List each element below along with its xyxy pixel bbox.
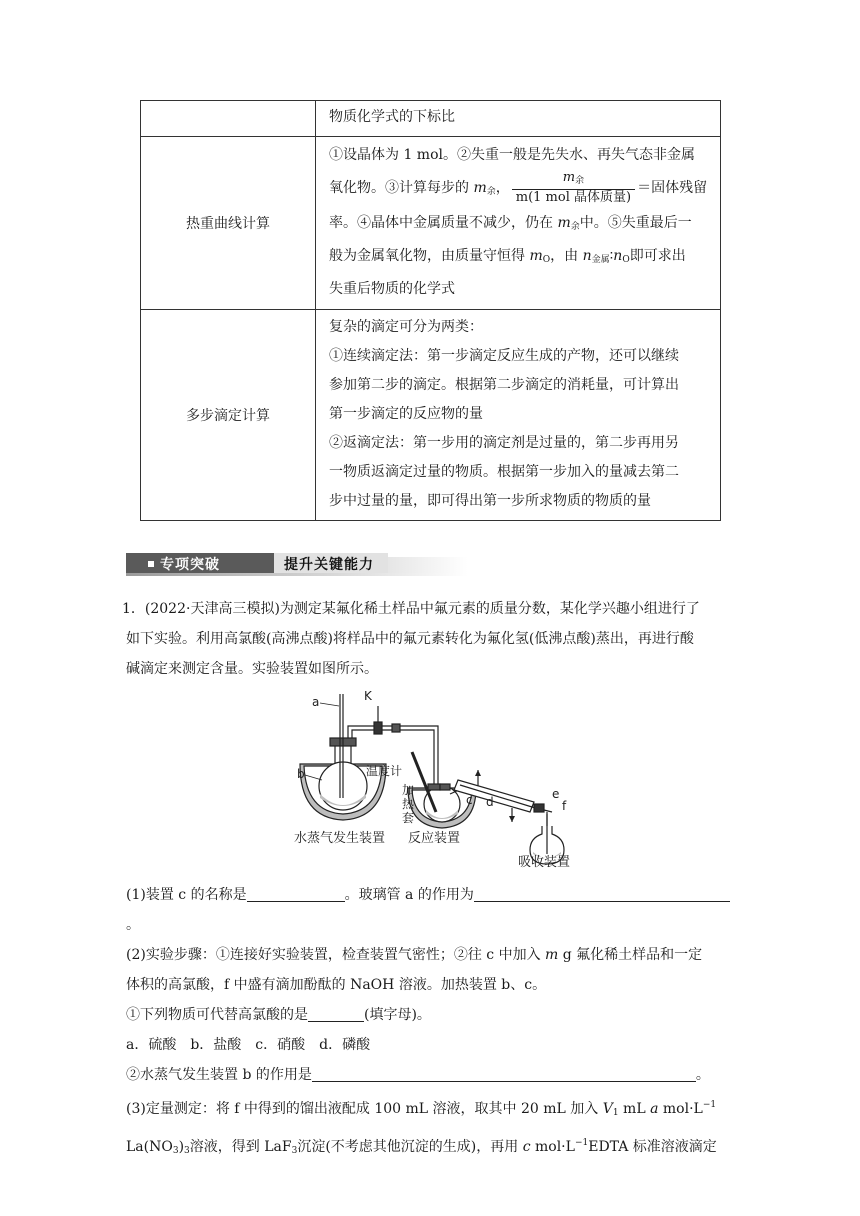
question-2-2: ②水蒸气发生装置 b 的作用是 。: [126, 1067, 710, 1083]
desc-line: 参加第二步的滴定。根据第二步滴定的消耗量，可计算出: [329, 376, 679, 393]
desc-line: 第一步滴定的反应物的量: [329, 405, 483, 422]
table-cell-name: 热重曲线计算: [141, 137, 316, 310]
label-a: a: [312, 695, 320, 709]
label-heater-1: 加: [402, 783, 415, 797]
square-bullet-icon: [148, 561, 154, 567]
answer-blank[interactable]: [312, 1067, 696, 1082]
sub-questions: (1)装置 c 的名称是 。玻璃管 a 的作用为。 (2)实验步骤：①连接好实验装置，检查装置气密性；②往 c 中加入 m g 氟化稀土样品和一定 体积的高氯酸，f 中盛有滴加酚酞的 NaOH 溶液。加热装置 b、c。 ①下列物质可代替高氯酸的是 (填字母)。 a．硫酸 b．盐酸 c．硝酸 d．磷酸 ②水蒸气发生装置 b 的作用是 。 (3)定量测定：将 f 中得到的馏出液配成 100 mL 溶液，取其中 20 mL 加入 $V_1$ mL a $mol\cdot L^{-1}$ $La(NO_3)_3$溶液，得到 LaF$_3$沉淀(不考虑其他沉淀的生成)，再用 c $mol\cdot L^{-1}EDTA$ 标准溶液滴定: [126, 880, 738, 1166]
apparatus-diagram: [290, 686, 580, 870]
label-b: b: [297, 767, 305, 781]
banner-title-right: 提升关键能力: [284, 557, 374, 573]
table-cell-name: 多步滴定计算: [141, 310, 316, 521]
desc-line: 复杂的滴定可分为两类：: [329, 318, 483, 335]
fraction: $\frac{m_余}{\text{m(1 mol 晶体质量)}}$: [512, 170, 635, 206]
label-absorption-unit: 吸收装置: [518, 855, 571, 870]
table-cell-desc: 物质化学式的下标比: [316, 101, 721, 137]
desc-line: 率。④晶体中金属质量不减少，仍在 $m_余$中。⑤失重最后一: [329, 214, 692, 232]
desc-line: 般为金属氧化物，由质量守恒得 $m_O$，由 $n_{金属}∶n_O$即可求出: [329, 247, 686, 265]
label-thermometer: 温度计: [366, 764, 403, 778]
desc-line: ①设晶体为 1 mol。②失重一般是先失水、再失气态非金属: [329, 146, 695, 163]
label-reaction-unit: 反应装置: [408, 831, 461, 846]
table-row: [141, 310, 721, 521]
label-d: d: [486, 795, 494, 809]
calculation-methods-table: [140, 100, 721, 521]
table-row: [141, 101, 721, 137]
label-heater-2: 热: [402, 797, 415, 811]
question-3-cont: $La(NO_3)_3$溶液，得到 LaF$_3$沉淀(不考虑其他沉淀的生成)，再用 c $mol\cdot L^{-1}EDTA$ 标准溶液滴定: [126, 1138, 717, 1156]
desc-line: 氧化物。③计算每步的 $m_余$， $\frac{m_余}{\text{m(1 mol 晶体质量)}}$ ＝固体残留: [329, 169, 708, 205]
table-row: [141, 137, 721, 310]
answer-blank[interactable]: [308, 1007, 364, 1022]
desc-line: ②返滴定法：第一步用的滴定剂是过量的，第二步再用另: [329, 434, 679, 451]
question-2-1: ①下列物质可代替高氯酸的是 (填字母)。: [126, 1007, 431, 1023]
desc-line: 步中过量的量，即可得出第一步所求物质的物质的量: [329, 492, 651, 509]
table-cell-desc: [316, 310, 721, 521]
desc-line: 一物质返滴定过量的物质。根据第一步加入的量减去第二: [329, 463, 679, 480]
banner-title-left: 专项突破: [148, 554, 220, 574]
label-f: f: [562, 799, 567, 813]
table-cell-desc: [316, 137, 721, 310]
label-steam-generator: 水蒸气发生装置: [294, 831, 386, 846]
section-banner: [126, 553, 468, 577]
table-cell-name: [141, 101, 316, 137]
label-e: e: [552, 787, 560, 801]
question-1: (1)装置 c 的名称是 。玻璃管 a 的作用为。: [126, 880, 738, 940]
question-intro: 1．(2022·天津高三模拟)为测定某氟化稀土样品中氟元素的质量分数，某化学兴趣小组进行了 如下实验。利用高氯酸(高沸点酸)将样品中的氟元素转化为氟化氢(低沸点酸)蒸出，再进行酸 碱滴定来测定含量。实验装置如图所示。: [122, 601, 700, 677]
desc-line: 失重后物质的化学式: [329, 280, 455, 297]
question-2-options: a．硫酸 b．盐酸 c．硝酸 d．磷酸: [126, 1037, 371, 1053]
label-c: c: [466, 793, 473, 807]
answer-blank[interactable]: [247, 887, 345, 902]
label-K: K: [364, 689, 372, 703]
question-2: (2)实验步骤：①连接好实验装置，检查装置气密性；②往 c 中加入 m g 氟化稀土样品和一定: [126, 947, 703, 963]
answer-blank[interactable]: [474, 887, 730, 902]
question-3: (3)定量测定：将 f 中得到的馏出液配成 100 mL 溶液，取其中 20 mL 加入 $V_1$ mL a $mol\cdot L^{-1}$: [126, 1100, 717, 1118]
desc-line: ①连续滴定法：第一步滴定反应生成的产物，还可以继续: [329, 347, 679, 364]
label-heater-3: 套: [402, 811, 415, 825]
